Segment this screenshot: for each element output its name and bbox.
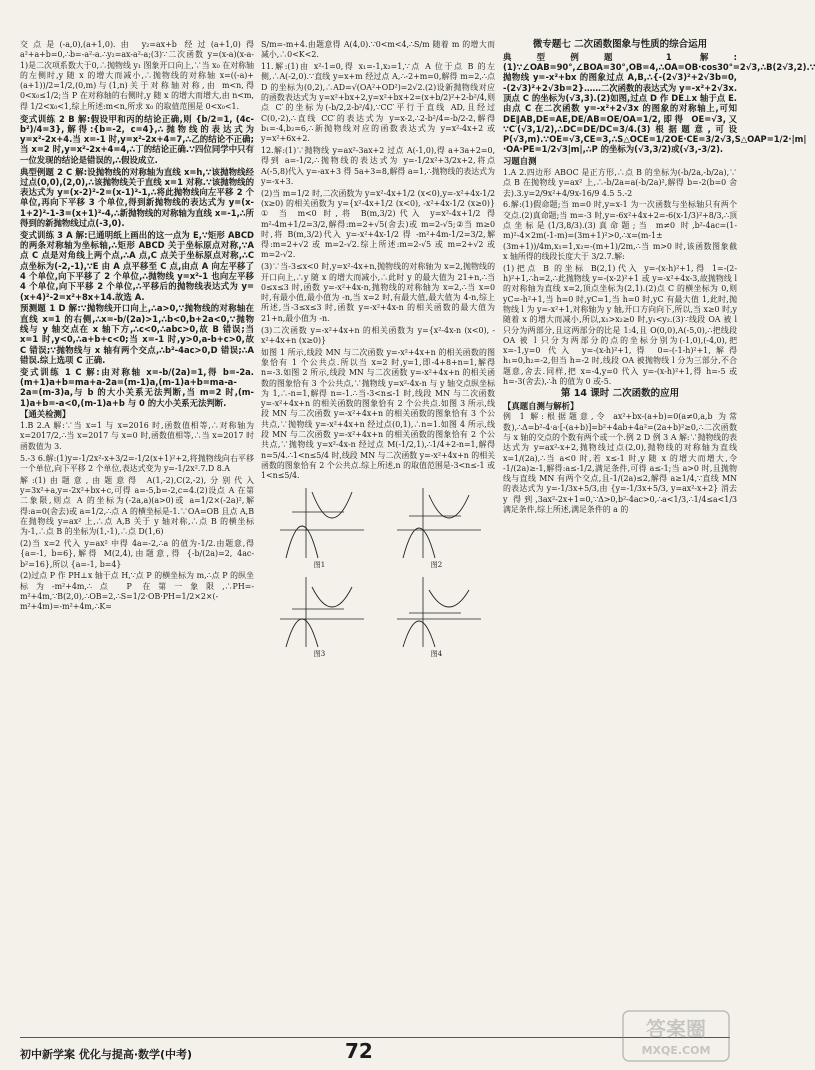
col3-paragraph-3: 1.A 2.四边形 ABOC 是正方形,∴点 B 的坐标为(-b/2a,-b/2a),∵点 B 在抛物线 y=ax² 上,∴-b/2a=a(-b/2a)²,解得 b=-2(b=0 舍去).3.y=2/9x²+4/9x-16/9 4.5 5.-2 bbox=[503, 168, 737, 198]
parabola-figure-2 bbox=[389, 484, 485, 570]
column-right bbox=[503, 39, 815, 517]
col1-paragraph-10: (2)当 x=2 代入 y=ax² 中得 4a=-2,∴a 的值为-1/2.由题意,得 {a=-1, b=6},解得 M(2,4),由题意,得 {-b/(2a)=2, 4ac-b²=16},所以 {a=-1, b=4} bbox=[20, 538, 254, 569]
col2-paragraph-2: 12.解:(1)∵抛物线 y=ax²-3ax+2 过点 A(-1,0),得 a+3a+2=0,得到 a=-1/2,∴抛物线的表达式为 y=-1/2x²+3/2x+2,将点 A(-5,8)代入 y=-ax+3 得 5a+3=8,解得 a=1,∴抛物线的表达式为 y=-x+3. bbox=[261, 145, 495, 186]
watermark-text-bottom: MXQE.COM bbox=[641, 1044, 711, 1057]
watermark-logo bbox=[622, 1010, 730, 1062]
parabola-figure-4 bbox=[389, 573, 485, 659]
col1-paragraph-0: 交点是(-a,0),(a+1,0).由 y₂=ax+b 经过(a+1,0)得 a²+a+b=0,∴b=-a²-a.∴y₂=ax-a²-a;(3)∵二次函数 y=(x-a)(x-a-1)是二次项系数大于0,∴抛物线 y₁ 图象开口向上,∵当 x₀ 在对称轴的左侧时,y 随 x 的增大而减小,∴抛物线的对称轴 x=((-a)+(a+1))/2=1/2,(0,m)与(1,n)关于对称轴对称,由 m<n,得 0<x₀≤1/2;当 P 在对称轴的右侧时,y 随 x 的增大而增大,由 n<m,得 1/2<x₀<1,综上所述:m<n,所求 x₀ 的取值范围是 0<x₀<1. bbox=[20, 40, 254, 111]
col3-paragraph-7: 【真题自测与解析】 bbox=[503, 400, 579, 411]
col2-paragraph-6: 如图 1 所示,线段 MN 与二次函数 y=-x²+4x+n 的相关函数的图象恰有 1 个公共点.所以当 x=2 时,y=1,即-4+8+n=1,解得 n=-3.如图 2 所示,线段 MN 与二次函数 y=-x²+4x+n 的相关函数的图象恰有 3 个公共点,∵抛物线 y=x²-4x-n 与 y 轴交点纵坐标为 1,∴-n=1,解得 n=-1.∴当-3<n≤-1 时,线段 MN 与二次函数 y=-x²+4x+n 的相关函数的图象恰有 2 个公共点.如图 3 所示,线段 MN 与二次函数 y=-x²+4x+n 的相关函数的图象恰有 3 个公共点,∵抛物线 y=-x²+4x+n 经过点(0,1),∴n=1.如图 4 所示,线段 MN 与二次函数 y=-x²+4x+n 的相关函数的图象恰有 2 个公共点,∵抛物线 y=x²-4x-n 经过点 M(-1/2,1),∴1/4+2-n=1,解得 n=5/4.∴1<n≤5/4 时,线段 MN 与二次函数 y=-x²+4x+n 的相关函数的图象恰有 2 个公共点.综上所述,n 的取值范围是-3<n≤-1 或 1<n≤5/4. bbox=[261, 347, 495, 481]
col1-paragraph-4: 预测题 1 D 解:∵抛物线开口向上,∴a>0,∵抛物线的对称轴在直线 x=1 的右侧,∴x=-b/(2a)>1,∴b<0,b+2a<0,∵抛物线与 y 轴交点在 x 轴下方,∴c<0,∴abc>0,故 B 错误;当 x=1 时,y<0,∴a+b+c<0;当 x=-1 时,y>0,a-b+c>0,故 C 错误;∵抛物线与 x 轴有两个交点,∴b²-4ac>0,D 错误;∴A 错误.综上选项 C 正确. bbox=[20, 303, 254, 365]
figure-label: 图1 bbox=[313, 561, 326, 570]
col3-paragraph-2: 习题自测 bbox=[503, 156, 537, 167]
col3-paragraph-0: 微专题七 二次函数图象与性质的综合运用 bbox=[532, 39, 708, 50]
book-title: 初中新学案 优化与提高·数学(中考) bbox=[20, 1048, 193, 1061]
col3-paragraph-1: 典型例题 1 解:(1)∵∠OAB=90°,∠BOA=30°,OB=4,∴OA=OB·cos30°=2√3,∴B(2√3,2).∵抛物线 y=-x²+bx 的图象过点 A,B,∴{-(2√3)²+2√3b=0, -(2√3)²+2√3b=2}……二次函数的表达式为 y=-x²+2√3x.顶点 C 的坐标为(√3,3).(2)如图,过点 D 作 DE⊥x 轴于点 E.由点 C 在二次函数 y=-x²+2√3x 的图象的对称轴上,可知 DE∥AB,DE=AE,DE/AB=OE/OA=1/2,即得 OE=√3,又 ∵C′(√3,1/2),∴DC=DE/DC=3/4.(3)根据题意,可设 P(√3,m).∵OE=√3,CE=3,∴S△OCE=1/2OE·CE=3/2√3,S△OAP=1/2·|m|·OA·PE=1/2√3|m|,∴P 的坐标为(√3,3/2)或(√3,-3/2). bbox=[503, 51, 815, 155]
watermark-text-top: 答案圈 bbox=[646, 1017, 706, 1041]
col1-paragraph-6: 【通关检测】 bbox=[20, 409, 71, 420]
page-number: 72 bbox=[345, 1039, 373, 1063]
col1-paragraph-7: 1.B 2.A 解:∵当 x=1 与 x=2016 时,函数值相等,∴对称轴为 x=2017/2,∴当 x=2017 与 x=0 时,函数值相等,∴当 x=2017 时函数值为 3. bbox=[20, 421, 254, 451]
parabola-figure-1 bbox=[272, 484, 368, 570]
col2-paragraph-4: (3)∵当-3≤x<0 时,y=x²-4x+n,抛物线的对称轴为 x=2,抛物线的开口向上,∴y 随 x 的增大而减小,∴此时 y 的最大值为 21+n,∴当 0≤x≤3 时,函数 y=-x²+4x-n,抛物线的对称轴为 x=2,∴当 x=0 时,有最小值,最小值为 -n,当 x=2 时,有最大值,最大值为 4-n,综上所述,当-3≤x≤3 时,函数 y=-x²+4x-n 的相关函数的最大值为 21+n,最小值为 -n. bbox=[261, 262, 495, 323]
col2-paragraph-3: (2)当 m=1/2 时,二次函数为 y=x²-4x+1/2 (x<0),y=-x²+4x-1/2 (x≥0) 的相关函数为 y={x²-4x+1/2 (x<0), -x²+4x-1/2 (x≥0)} ① 当 m<0 时,将 B(m,3/2)代入 y=x²-4x+1/2 得 m²-4m+1/2=3/2,解得:m=2+√5(舍去)或 m=2-√5;②当 m≥0 时,将 B(m,3/2)代入 y=-x²+4x-1/2 得 -m²+4m-1/2=3/2,解得:m=2+√2 或 m=2-√2.综上所述:m=2-√5 或 m=2+√2 或 m=2-√2. bbox=[261, 188, 495, 260]
col1-paragraph-1: 变式训练 2 B 解:假设甲和丙的结论正确,则 {b/2=1, (4c-b²)/4=3},解得:{b=-2, c=4},∴抛物线的表达式为 y=x²-2x+4.当 x=-1 时,y=x²-2x+4=7,∴乙的结论不正确;当 x=2 时,y=x²-2x+4=4,∴丁的结论正确.∵四位同学中只有一位发现的结论是错误的,∴假设成立. bbox=[20, 113, 254, 165]
col3-paragraph-4: 6.解:(1)假命题;当 m=0 时,y=x-1 为一次函数与坐标轴只有两个交点.(2)真命题;当 m=-3 时,y=-6x²+4x+2=-6(x-1/3)²+8/3,∴顶点坐标是(1/3,8/3).(3)真命题;当 m≠0 时,b²-4ac=(1-m)²-4×2m(-1-m)=(3m+1)²>0,∴x=(m-1±(3m+1))/4m,x₁=1,x₂=-(m+1)/2m,∴当 m>0 时,该函数图象截 x 轴所得的线段长度大于 3/2.7.解: bbox=[503, 200, 737, 261]
col3-paragraph-6: 第 14 课时 二次函数的应用 bbox=[560, 387, 680, 399]
figure-label: 图3 bbox=[313, 650, 326, 659]
col1-paragraph-8: 5.-3 6.解:(1)y=-1/2x²-x+3/2=-1/2(x+1)²+2,将抛物线向右平移一个单位,向下平移 2 个单位,表达式变为 y=-1/2x².7.D 8.A bbox=[20, 453, 254, 473]
col2-paragraph-1: 11.解:(1)由 x²-1=0,得 x₁=-1,x₂=1,∵点 A 位于点 B 的左侧,∴A(-2,0).∵直线 y=x+m 经过点 A,∴-2+m=0,解得 m=2,∴点 D 的坐标为(0,2),∴AD=√(OA²+OD²)=2√2.(2)设新抛物线对应的函数表达式为 y=x²+bx+2,y=x²+bx+2=(x+b/2)²+2-b²/4,则点 C′的坐标为(-b/2,2-b²/4),∵CC′平行于直线 AD,且经过 C(0,-2),∴直线 CC′的表达式为 y=x-2,∴2-b²/4=-b/2-2,解得 b₁=-4,b₂=6,∴新抛物线对应的函数表达式为 y=x²-4x+2 或 y=x²+6x+2. bbox=[261, 62, 495, 144]
col3-paragraph-8: 例 1 解:根据题意,令 ax²+bx-(a+b)=0(a≠0,a,b 为常数),∴Δ=b²-4·a·[-(a+b)]=b²+4ab+4a²=(2a+b)²≥0,∴二次函数与 x 轴的交点的个数有两个或一个.例 2 D 例 3 A 解:∵抛物线的表达式为 y=ax²-x+2,抛物线过点(2,0),抛物线的对称轴为直线 x=1/(2a),∴当 a<0 时,若 x≤-1 时,y 随 x 的增大而增大,令 -1/(2a)≥-1,解得:a≤-1/2,满足条件,可得 a≤-1;当 a>0 时,且抛物线与直线 MN 有两个交点,且-1/(2a)≤2,解得 a≥1/4,∵直线 MN 的表达式为 y=-1/3x+5/3,由 {y=-1/3x+5/3, y=ax²-x+2} 消去 y 得到,3ax²-2x+1=0,∵Δ>0,b²-4ac>0,∴a<1/3,∴1/4≤a<1/3 满足条件,综上所述,满足条件的 a 的 bbox=[503, 412, 737, 515]
col1-paragraph-3: 变式训练 3 A 解:已通明纸上画出的这一点为 E,∵矩形 ABCD 的两条对称轴为坐标轴,∴矩形 ABCD 关于坐标原点对称,∵A 点 C 点是对角线上两个点,∴A 点,C 点关于坐标原点对称,∴C 点坐标为(-2,-1),∵E 由 A 点平移至 C 点,由点 A 向左平移了 4 个单位,向下平移了 2 个单位,∴抛物线 y=x²-1 也向左平移 4 个单位,向下平移 2 个单位,∴平移后的抛物线表达式为 y=(x+4)²-2=x²+8x+14.故选 A. bbox=[20, 229, 254, 302]
column-middle bbox=[261, 40, 495, 662]
col1-paragraph-11: (2)过点 P 作 PH⊥x 轴于点 H,∵点 P 的横坐标为 m,∴点 P 的纵坐标为-m²+4m,∴点 P 在第一象限,∴PH=-m²+4m,∵B(2,0),∴OB=2,∴S=1/2·OB·PH=1/2×2×(-m²+4m)=-m²+4m,∴K= bbox=[20, 571, 254, 612]
col1-paragraph-2: 典型例题 2 C 解:设抛物线的对称轴为直线 x=h,∵该抛物线经过点(0,0),(2,0),∴该抛物线关于直线 x=1 对称.∵该抛物线的表达式为 y=(x-2)²-2=(x-1)²-1,∴将此抛物线向左平移 2 个单位,再向下平移 3 个单位,得到新抛物线的表达式为 y=(x-1+2)²-1-3=(x+1)²-4,∴新抛物线的对称轴为直线 x=-1,∴所得到的新抛物线过点(-3,0). bbox=[20, 166, 254, 229]
col1-paragraph-5: 变式训练 1 C 解:由对称轴 x=-b/(2a)=1,得 b=-2a.(m+1)a+b=ma+a-2a=(m-1)a,(m-1)a+b=ma-a-2a=(m-3)a,与 b 的大小关系无法判断,当 m=2 时,(m-1)a+b=-a<0,(m-1)a+b 与 0 的大小关系无法判断. bbox=[20, 366, 254, 408]
col2-paragraph-0: S/m=-m+4.由题意得 A(4,0).∵0<m<4,∴S/m 随着 m 的增大而减小,∴0<K<2. bbox=[261, 40, 495, 60]
col1-paragraph-9: 解:(1)由题意,由题意得 A(1,-2),C(2,-2),分别代入 y=3x²+a,y=-2x²+bx+c,可得 a=-5,b=-2,c=4.(2)设点 A 在第二象限,则点 A 的坐标为(-2a,a)(a>0)或 a=1/2×(-2a)²,解得:a=0(舍去)或 a=1/2,∴点 A 的横坐标是-1.∵OA=OB 且点 A,B 在抛物线 y=ax² 上,∴点 A,B 关于 y 轴对称,∴点 B 的横坐标为-1,∴点 B 的坐标为(1,-1),∴点 D(1,6) bbox=[20, 475, 254, 537]
figure-label: 图2 bbox=[430, 561, 443, 570]
column-left bbox=[20, 40, 254, 614]
col2-paragraph-5: (3)二次函数 y=-x²+4x+n 的相关函数为 y={x²-4x-n (x<0), -x²+4x+n (x≥0)} bbox=[261, 325, 495, 345]
parabola-figure-3 bbox=[272, 573, 368, 659]
figure-label: 图4 bbox=[430, 650, 443, 659]
col3-paragraph-5: (1)把点 B 的坐标 B(2,1)代入 y=-(x-h)²+1,得 1=-(2-h)²+1,∴h=2,∴此抛物线 y=-(x-2)²+1 或 y=-x²+4x-3,故抛物线 l 的对称轴为直线 x=2,顶点坐标为(2,1).(2)点 C 的横坐标为 0,则 yC=-h²+1,当 h=0 时,yC=1,当 h=0 时,yC 有最大值 1,此时,抛物线 l 为 y=-x²+1,对称轴为 y 轴,开口方向向下,所以,当 x≥0 时,y 随着 x 的增大而减小,所以,x₁>x₂≥0 时,y₁<y₂.(3)∵线段 OA 被 l 只分为两部分,且这两部分的比是 1:4,且 O(0,0),A(-5,0),∴把线段 OA 被 l 只分为两部分的点的坐标分别为(-1,0),(-4,0),把 x=-1,y=0 代入 y=-(x-h)²+1,得 0=-(-1-h)²+1,解得 h₁=0,h₂=-2,但当 h=-2 时,线段 OA 被抛物线 l 分为三部分,不合题意,舍去.同样,把 x=-4,y=0 代入 y=-(x-h)²+1,得 h=-5 或 h=-3(舍去),∴h 的值为 0 或-5. bbox=[503, 263, 737, 386]
